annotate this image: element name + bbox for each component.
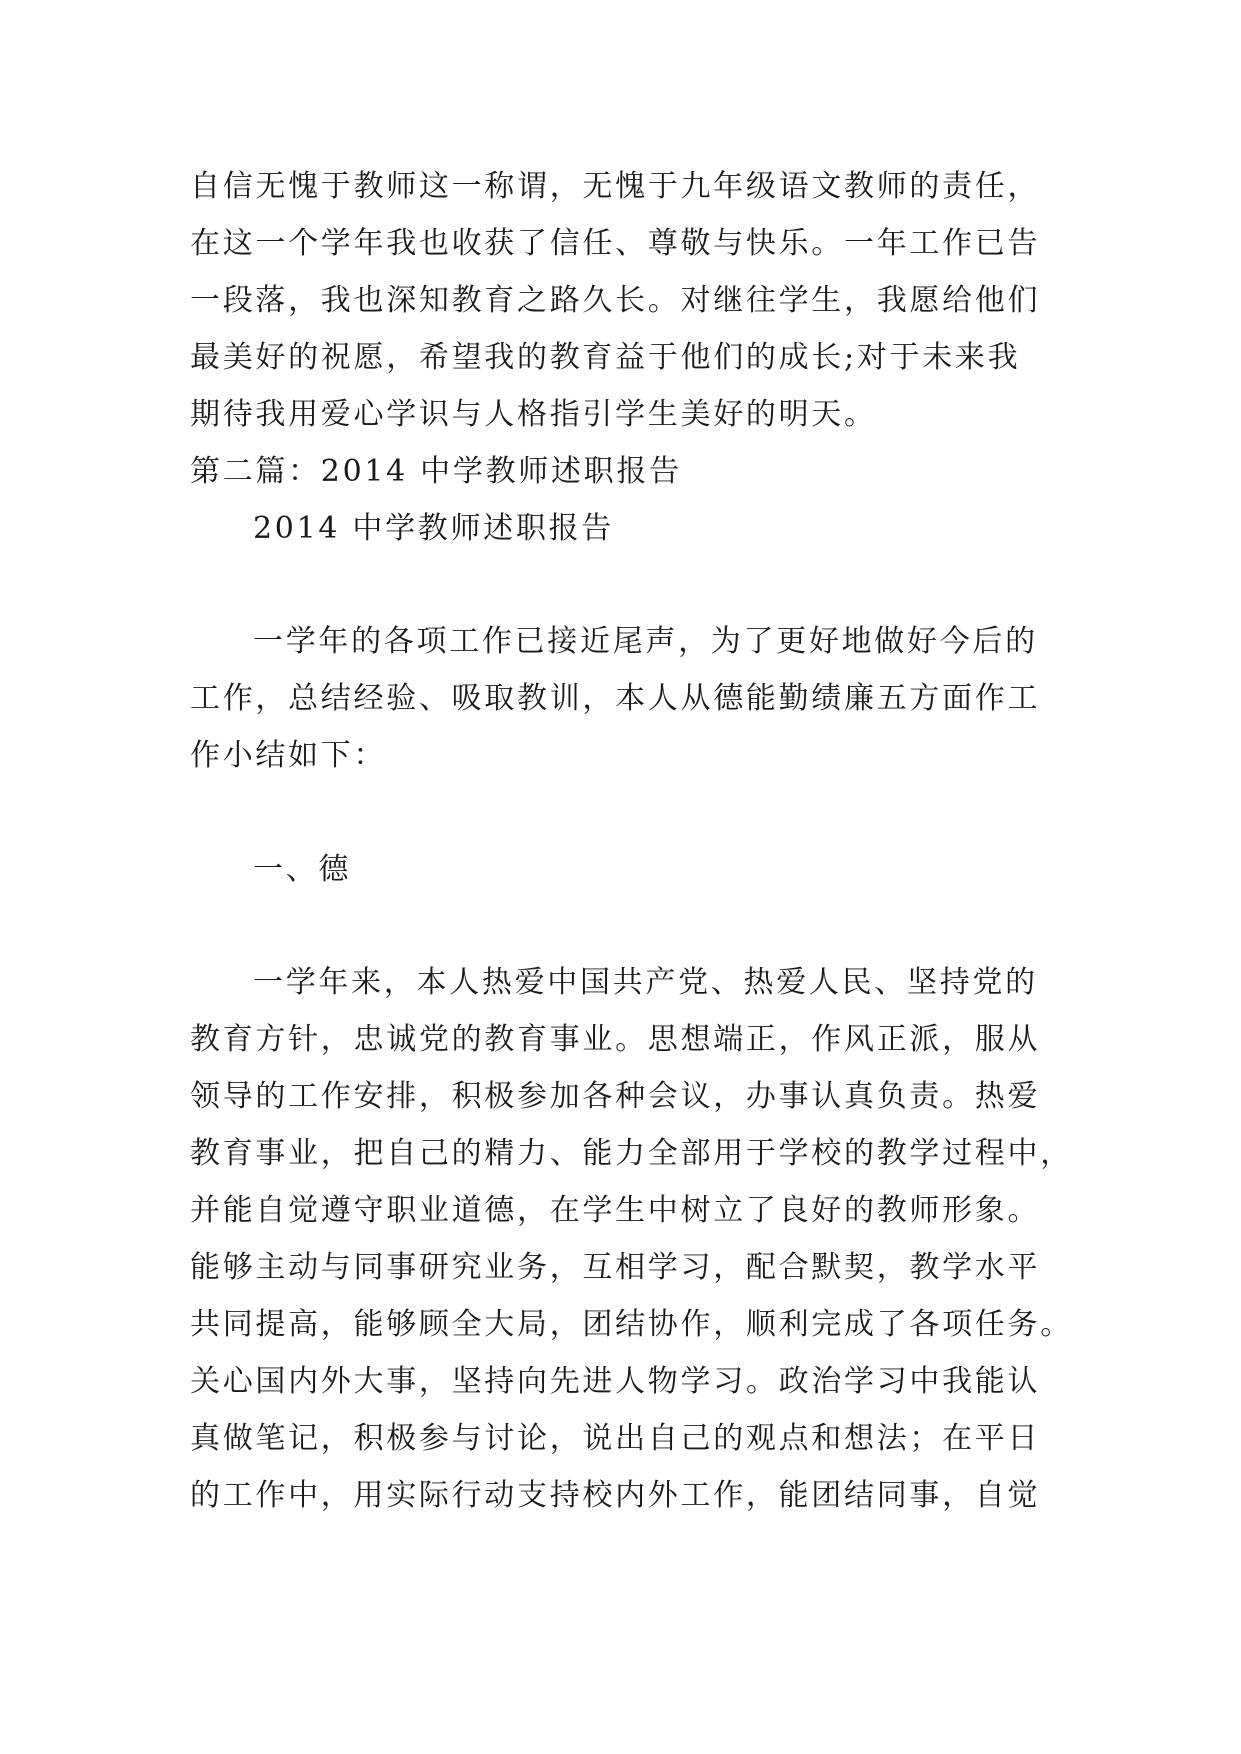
- paragraph-line: 工作，总结经验、吸取教训，本人从德能勤绩廉五方面作工: [190, 681, 1041, 716]
- paragraph-line: 关心国内外大事，坚持向先进人物学习。政治学习中我能认: [190, 1364, 1041, 1399]
- paragraph-line: 最美好的祝愿，希望我的教育益于他们的成长;对于未来我: [190, 340, 1021, 375]
- section-heading: 第二篇：2014 中学教师述职报告: [190, 454, 682, 489]
- paragraph-line: 自信无愧于教师这一称谓，无愧于九年级语文教师的责任，: [190, 169, 1041, 204]
- paragraph-line: 真做笔记，积极参与讨论，说出自己的观点和想法；在平日: [190, 1421, 1041, 1456]
- paragraph-line: 作小结如下：: [190, 738, 387, 773]
- paragraph-line: 一段落，我也深知教育之路久长。对继往学生，我愿给他们: [190, 283, 1041, 318]
- paragraph-line: 能够主动与同事研究业务，互相学习，配合默契，教学水平: [190, 1250, 1041, 1285]
- paragraph-line: 在这一个学年我也收获了信任、尊敬与快乐。一年工作已告: [190, 226, 1041, 261]
- paragraph-line: 教育方针，忠诚党的教育事业。思想端正，作风正派，服从: [190, 1022, 1041, 1057]
- paragraph-line: 领导的工作安排，积极参加各种会议，办事认真负责。热爱: [190, 1079, 1041, 1114]
- report-title: 2014 中学教师述职报告: [253, 511, 614, 546]
- paragraph-line: 一学年来，本人热爱中国共产党、热爱人民、坚持党的: [253, 965, 1038, 1000]
- paragraph-line: 一学年的各项工作已接近尾声，为了更好地做好今后的: [253, 624, 1038, 659]
- paragraph-line: 共同提高，能够顾全大局，团结协作，顺利完成了各项任务。: [190, 1307, 1073, 1342]
- paragraph-line: 教育事业，把自己的精力、能力全部用于学校的教学过程中，: [190, 1136, 1073, 1171]
- subsection-heading: 一、德: [253, 852, 352, 887]
- paragraph-line: 期待我用爱心学识与人格指引学生美好的明天。: [190, 397, 877, 432]
- paragraph-line: 的工作中，用实际行动支持校内外工作，能团结同事，自觉: [190, 1478, 1041, 1513]
- paragraph-line: 并能自觉遵守职业道德，在学生中树立了良好的教师形象。: [190, 1193, 1041, 1228]
